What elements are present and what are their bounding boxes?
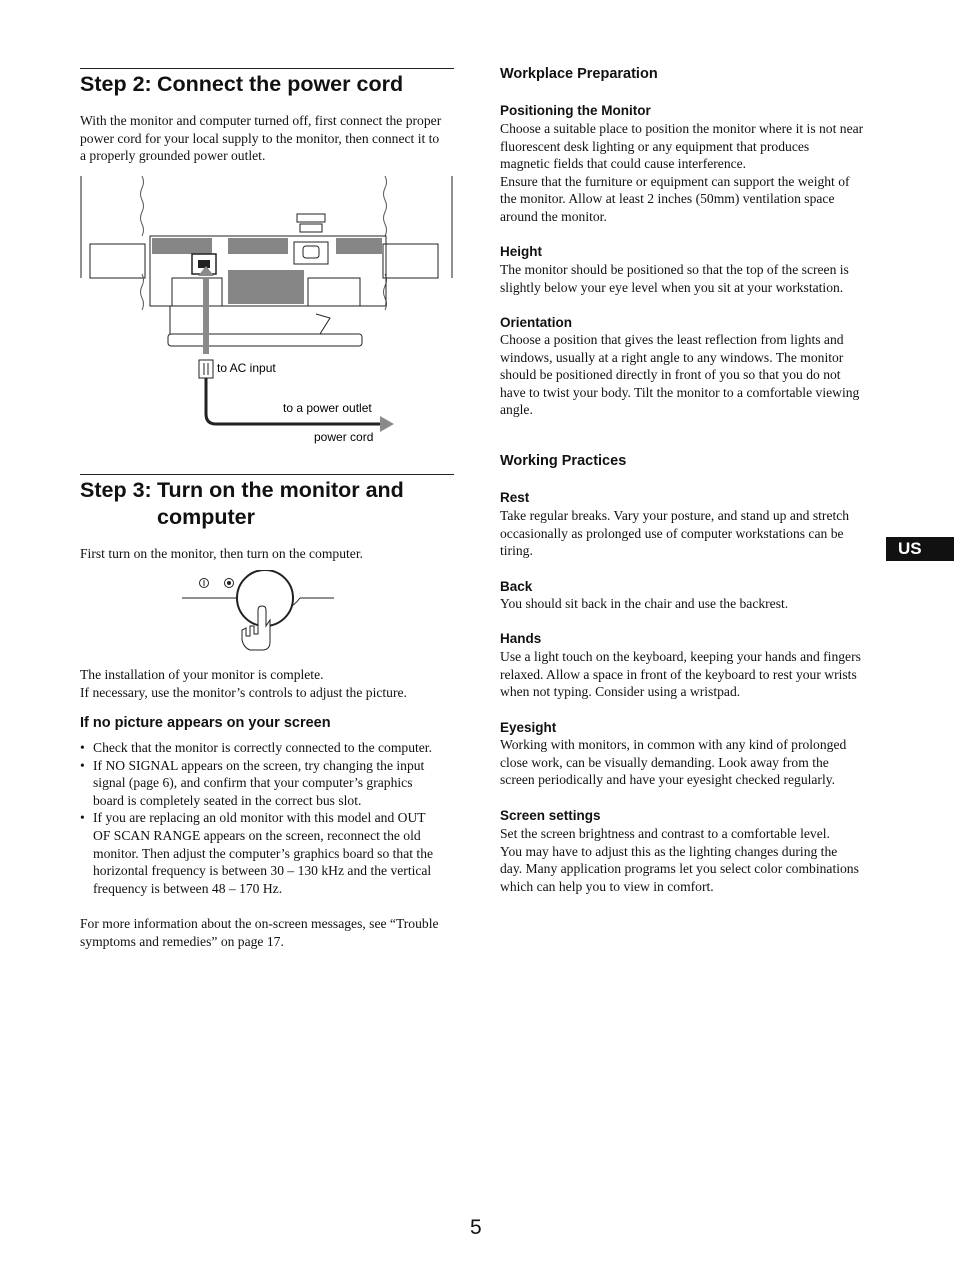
text-line: With the monitor and computer turned off, first connect the proper xyxy=(80,113,442,128)
rest-body xyxy=(500,507,876,560)
text-line: The monitor should be positioned so that the top of the screen is xyxy=(500,262,849,277)
more-info xyxy=(80,915,456,950)
positioning-body xyxy=(500,120,876,226)
text-line: • If you are replacing an old monitor with this model and OUT xyxy=(93,810,426,826)
step2-number: Step 2: xyxy=(80,72,152,96)
step3-number: Step 3: xyxy=(80,478,152,502)
power-cord-label: power cord xyxy=(314,430,374,444)
power-outlet-label: to a power outlet xyxy=(283,401,372,415)
workplace-heading: Workplace Preparation xyxy=(500,66,658,82)
power-cord-diagram xyxy=(80,174,454,454)
text-line: day. Many application programs let you select color combinations xyxy=(500,861,859,877)
height-heading: Height xyxy=(500,244,542,259)
text-line: Check that the monitor is correctly connected to the computer. xyxy=(93,740,432,755)
list-item xyxy=(80,739,456,757)
step3-title-line2: computer xyxy=(157,505,255,529)
language-tab: US xyxy=(886,537,954,561)
text-line: power cord for your local supply to the monitor, then connect it to xyxy=(80,130,440,146)
eyesight-body xyxy=(500,736,876,789)
text-line: symptoms and remedies” on page 17. xyxy=(80,933,284,949)
list-item xyxy=(80,809,456,897)
text-line: slightly below your eye level when you sit at your workstation. xyxy=(500,279,844,295)
orientation-body xyxy=(500,331,876,419)
text-line: board is completely seated in the correct bus slot. xyxy=(93,792,362,808)
text-line: which can help you to view in comfort. xyxy=(500,878,714,894)
back-heading: Back xyxy=(500,579,533,594)
text-line: magnetic fields that could cause interference. xyxy=(500,156,747,172)
step2-title: Connect the power cord xyxy=(157,72,404,96)
text-line: OF SCAN RANGE appears on the screen, reconnect the old xyxy=(93,827,421,843)
step2-heading xyxy=(80,71,403,98)
text-line: when not typing. Consider using a wristpad. xyxy=(500,684,741,700)
text-line: You may have to adjust this as the lighting changes during the xyxy=(500,843,838,859)
text-line: a properly grounded power outlet. xyxy=(80,148,266,164)
text-line: relaxed. Allow a space in front of the keyboard to rest your wrists xyxy=(500,666,857,682)
list-item xyxy=(80,757,456,810)
text-line: have to twist your body. Tilt the monitor to a comfortable viewing xyxy=(500,384,860,400)
step3-intro: First turn on the monitor, then turn on the computer. xyxy=(80,546,363,561)
install-complete xyxy=(80,666,456,701)
text-line: angle. xyxy=(500,402,533,418)
step3-heading xyxy=(80,477,404,531)
text-line: Working with monitors, in common with any kind of prolonged xyxy=(500,737,847,752)
text-line: screen periodically and have your eyesight checked regularly. xyxy=(500,772,836,788)
screen-settings-heading: Screen settings xyxy=(500,808,601,823)
text-line: windows, usually at a right angle to any windows. The monitor xyxy=(500,349,844,365)
back-body xyxy=(500,595,876,613)
text-line: tiring. xyxy=(500,543,533,559)
no-picture-list xyxy=(80,739,456,897)
text-line: signal (page 6), and confirm that your computer’s graphics xyxy=(93,775,413,791)
text-line: close work, can be visually demanding. Look away from the xyxy=(500,754,829,770)
eyesight-heading: Eyesight xyxy=(500,720,557,735)
screen-settings-body xyxy=(500,825,876,895)
text-line: frequency is between 48 – 170 Hz. xyxy=(93,880,283,896)
text-line: Take regular breaks. Vary your posture, and stand up and stretch xyxy=(500,508,850,523)
hands-body xyxy=(500,648,876,701)
text-line: should be positioned directly in front of you so that you do not xyxy=(500,367,841,383)
positioning-heading: Positioning the Monitor xyxy=(500,103,651,118)
power-button-diagram xyxy=(180,570,340,660)
step2-body xyxy=(80,112,456,165)
hands-heading: Hands xyxy=(500,631,542,646)
text-line: around the monitor. xyxy=(500,208,607,224)
text-line: The installation of your monitor is complete. xyxy=(80,667,324,682)
section-rule xyxy=(80,474,454,475)
text-line: Choose a suitable place to position the monitor where it is not near xyxy=(500,121,864,136)
step3-title-line1: Turn on the monitor and xyxy=(157,478,404,502)
text-line: Ensure that the furniture or equipment can support the weight of xyxy=(500,173,850,189)
text-line: For more information about the on-screen messages, see “Trouble xyxy=(80,916,439,931)
text-line: fluorescent desk lighting or any equipment that produces xyxy=(500,138,810,154)
text-line: • If NO SIGNAL appears on the screen, try changing the input xyxy=(93,757,425,773)
practices-heading: Working Practices xyxy=(500,453,627,469)
text-line: If necessary, use the monitor’s controls to adjust the picture. xyxy=(80,684,407,700)
text-line: monitor. Then adjust the computer’s graphics board so that the xyxy=(93,845,434,861)
rest-heading: Rest xyxy=(500,490,530,505)
no-picture-heading: If no picture appears on your screen xyxy=(80,715,331,731)
page-number: 5 xyxy=(470,1216,482,1239)
text-line: Choose a position that gives the least reflection from lights and xyxy=(500,332,844,347)
ac-input-label: to AC input xyxy=(217,361,276,375)
section-rule xyxy=(80,68,454,69)
height-body xyxy=(500,261,876,296)
orientation-heading: Orientation xyxy=(500,315,573,330)
text-line: the monitor. Allow at least 2 inches (50mm) ventilation space xyxy=(500,191,835,207)
text-line: horizontal frequency is between 30 – 130 kHz and the vertical xyxy=(93,863,432,879)
text-line: You should sit back in the chair and use the backrest. xyxy=(500,596,789,611)
text-line: occasionally as prolonged use of computer workstations can be xyxy=(500,525,844,541)
text-line: Set the screen brightness and contrast to a comfortable level. xyxy=(500,826,830,841)
text-line: Use a light touch on the keyboard, keeping your hands and fingers xyxy=(500,649,861,664)
